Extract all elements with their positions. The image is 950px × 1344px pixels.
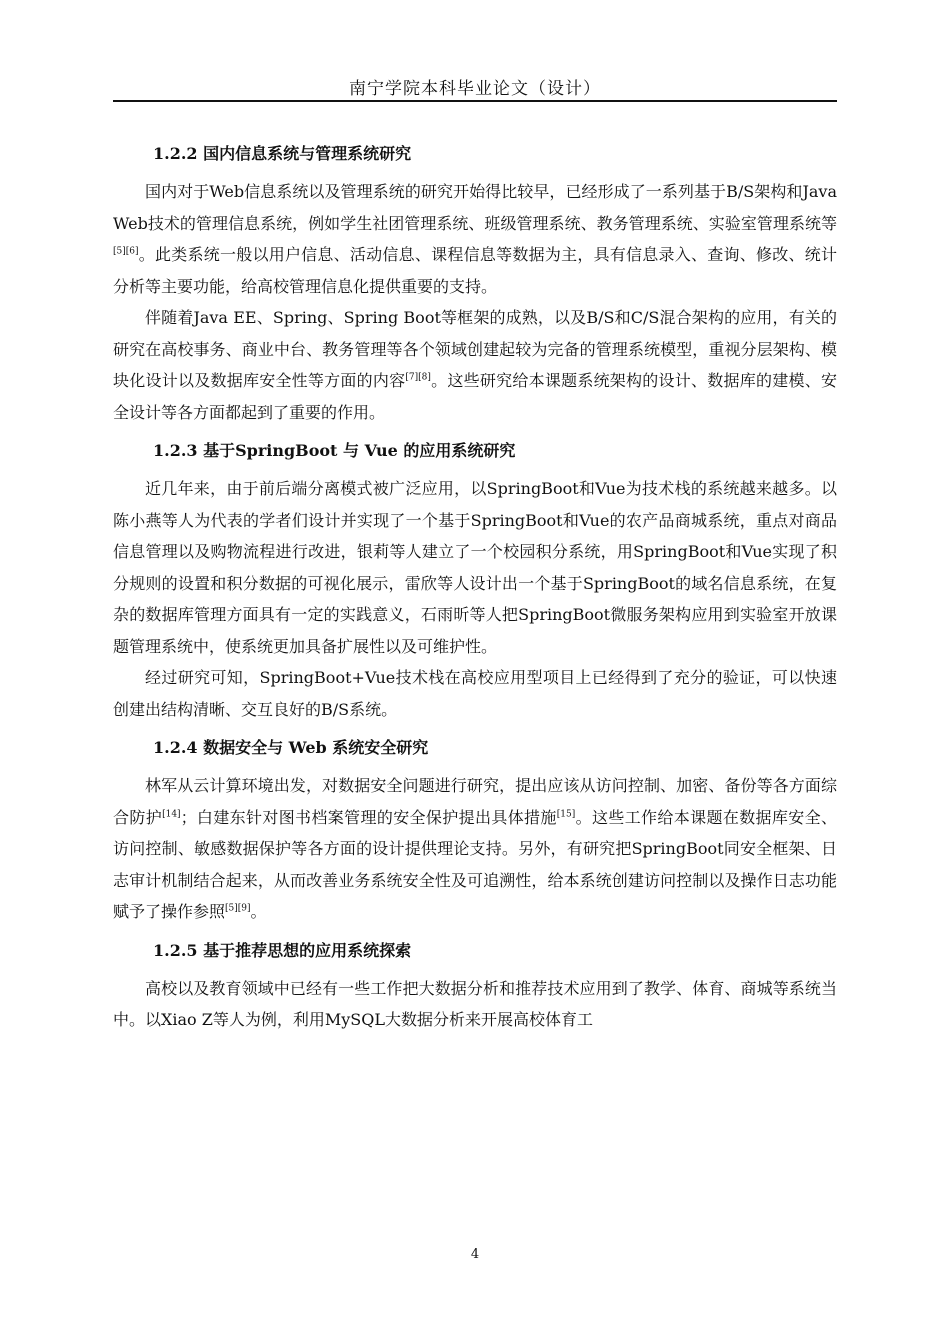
citation: [5][6]: [113, 246, 139, 257]
paragraph: 近几年来，由于前后端分离模式被广泛应用，以SpringBoot和Vue为技术栈的系统越来越多。以陈小燕等人为代表的学者们设计并实现了一个基于SpringBoot和Vue的农产品商城系统，重点对商品信息管理以及购物流程进行改进，银莉等人建立了一个校园积分系统，用SpringBoot和Vue实现了积分规则的设置和积分数据的可视化展示，雷欣等人设计出一个基于SpringBoot的域名信息系统，在复杂的数据库管理方面具有一定的实践意义，石雨昕等人把SpringBoot微服务架构应用到实验室开放课题管理系统中，使系统更加具备扩展性以及可维护性。: [113, 479, 837, 656]
citation: [14]: [162, 809, 181, 820]
paragraph: 经过研究可知，SpringBoot+Vue技术栈在高校应用型项目上已经得到了充分的验证，可以快速创建出结构清晰、交互良好的B/S系统。: [113, 668, 837, 719]
section-heading: 1.2.2 国内信息系统与管理系统研究: [153, 144, 412, 163]
section-heading: 1.2.4 数据安全与 Web 系统安全研究: [153, 738, 429, 757]
header-rule: [113, 100, 837, 102]
paragraph: 国内对于Web信息系统以及管理系统的研究开始得比较早，已经形成了一系列基于B/S架构和Java Web技术的管理信息系统，例如学生社团管理系统、班级管理系统、教务管理系统、实验室管理系统等[5][6]。此类系统一般以用户信息、活动信息、课程信息等数据为主，具有信息录入、查询、修改、统计分析等主要功能，给高校管理信息化提供重要的支持。: [113, 182, 837, 296]
paragraph: 林军从云计算环境出发，对数据安全问题进行研究，提出应该从访问控制、加密、备份等各方面综合防护[14]；白建东针对图书档案管理的安全保护提出具体措施[15]。这些工作给本课题在数据库安全、访问控制、敏感数据保护等各方面的设计提供理论支持。另外，有研究把SpringBoot同安全框架、日志审计机制结合起来，从而改善业务系统安全性及可追溯性，给本系统创建访问控制以及操作日志功能赋予了操作参照[5][9]。: [113, 776, 837, 921]
page-header: 南宁学院本科毕业论文（设计）: [349, 79, 601, 99]
section-heading: 1.2.5 基于推荐思想的应用系统探索: [153, 940, 412, 960]
citation: [5][9]: [225, 903, 251, 914]
citation: [15]: [556, 809, 576, 820]
page-number: 4: [470, 1247, 480, 1262]
section-heading: 1.2.3 基于SpringBoot 与 Vue 的应用系统研究: [153, 441, 516, 460]
paragraph: 高校以及教育领域中已经有一些工作把大数据分析和推荐技术应用到了教学、体育、商城等系统当中。以Xiao Z等人为例，利用MySQL大数据分析来开展高校体育工: [113, 978, 837, 1029]
document-body: [113, 136, 837, 1036]
paragraph: 伴随着Java EE、Spring、Spring Boot等框架的成熟，以及B/S和C/S混合架构的应用，有关的研究在高校事务、商业中台、教务管理等各个领域创建起较为完备的管理系统模型，重视分层架构、模块化设计以及数据库安全性等方面的内容[7][8]。这些研究给本课题系统架构的设计、数据库的建模、安全设计等各方面都起到了重要的作用。: [113, 308, 837, 422]
citation: [7][8]: [405, 372, 431, 383]
